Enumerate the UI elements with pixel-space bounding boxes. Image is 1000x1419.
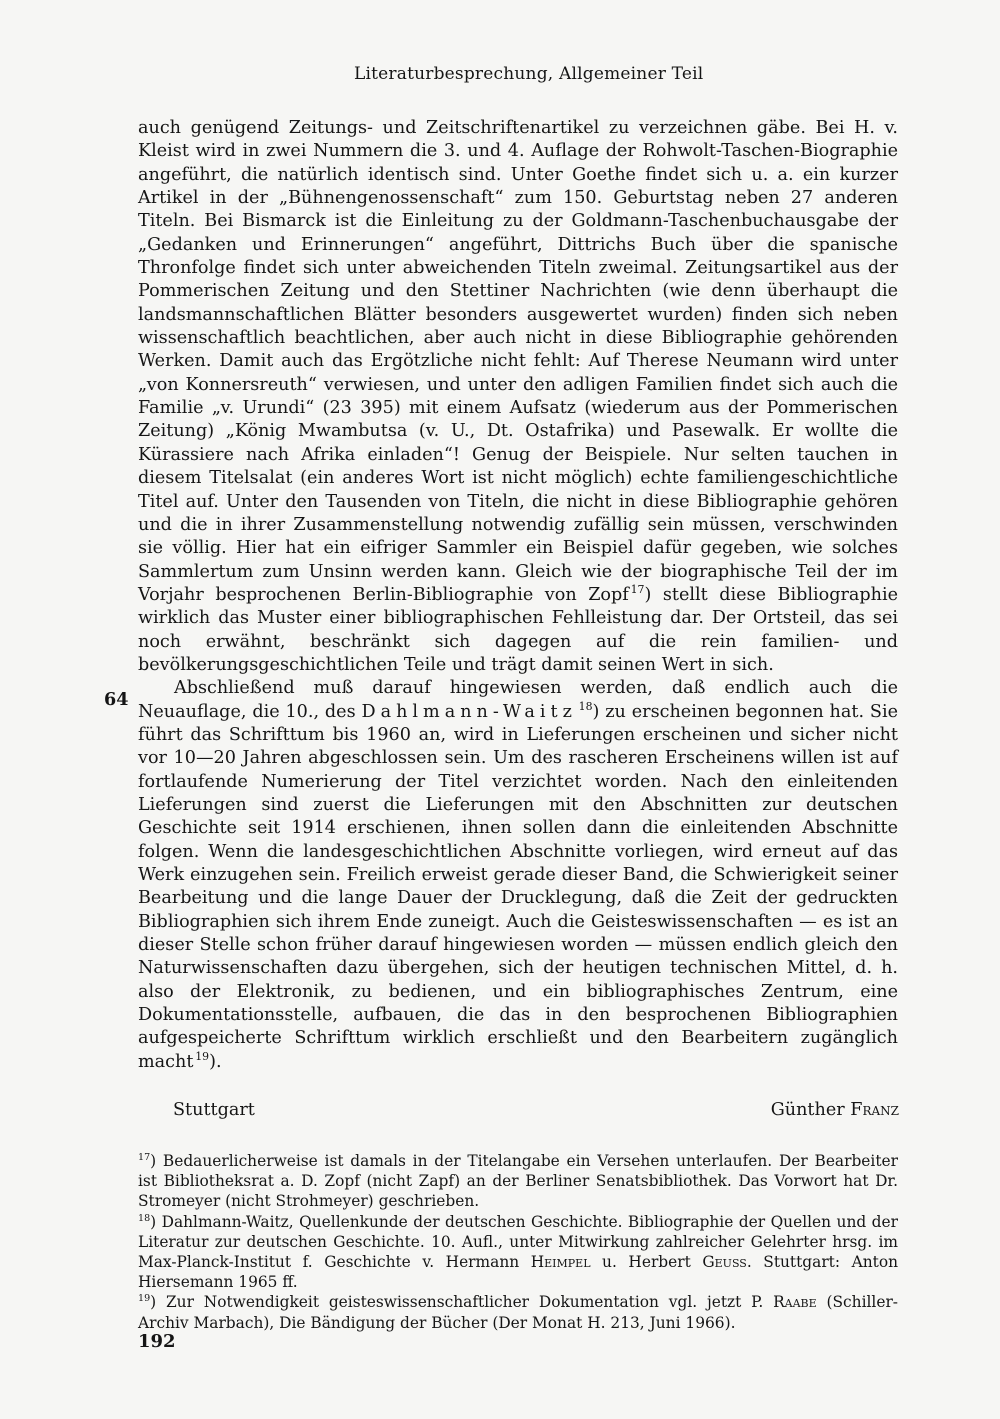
footnote-text: ) Zur Notwendigkeit geisteswissenschaftlicher Dokumentation vgl. jetzt P. (150, 1293, 774, 1312)
footnote-text: (Schiller-Archiv Marbach), Die Bändigung der Bücher (Der Monat H. 213, Juni 1966). (138, 1293, 898, 1332)
footnote-text: u. Herbert (590, 1253, 703, 1272)
footnote-ref-17[interactable]: 17 (630, 583, 645, 597)
footnote-ref-18[interactable]: 18 (578, 699, 593, 713)
footnote-text: . Stuttgart: Anton Hiersemann 1965 ff. (138, 1253, 898, 1292)
author-last-name: Franz (850, 1100, 899, 1120)
author-first-name: Günther (770, 1100, 851, 1120)
signature-author (771, 1098, 899, 1122)
footnote-text: ) Dahlmann-Waitz, Quellenkunde der deutschen Geschichte. Bibliographie der Quellen und der Literatur zur deutschen Geschichte. 10. Aufl., unter Mitwirkung zahlreicher Gelehrter hrsg. im Max-Planck-Institut f. Geschichte v. Hermann (138, 1212, 898, 1272)
footnote-ref-19[interactable]: 19 (195, 1049, 210, 1063)
signature-place: Stuttgart (173, 1100, 255, 1120)
page-number: 192 (138, 1331, 176, 1352)
paragraph-1-text: auch genügend Zeitungs- und Zeitschriftenartikel zu verzeichnen gäbe. Bei H. v. Kleist wird in zwei Nummern die 3. und 4. Auflage der Rohwolt-Taschen-Biographie angeführt, die natürlich identisch sind. Unter Goethe findet sich u. a. ein kurzer Artikel in der „Bühnengenossenschaft“ zum 150. Geburtstag neben 27 anderen Titeln. Bei Bismarck ist die Einleitung zu der Goldmann-Taschenbuchausgabe der „Gedanken und Erinnerungen“ angeführt, Dittrichs Buch über die spanische Thronfolge findet sich unter abweichenden Titeln zweimal. Zeitungsartikel aus der Pommerischen Zeitung und den Stettiner Nachrichten (wie denn überhaupt die landsmannschaftlichen Blätter besonders ausgewertet wurden) finden sich neben wissenschaftlich beachtlichen, aber auch nicht in diese Bibliographie gehörenden Werken. Damit auch das Ergötzliche nicht fehlt: Auf Therese Neumann wird unter „von Konnersreuth“ verwiesen, und unter den adligen Familien findet sich auch die Familie „v. Urundi“ (23 395) mit einem Aufsatz (wiederum aus der Pommerischen Zeitung) „König Mwambutsa (v. U., Dt. Ostafrika) und Pasewalk. Er wollte die Kürassiere nach Afrika einladen“! Genug der Beispiele. Nur selten tauchen in diesem Titelsalat (ein anderes Wort ist nicht möglich) echte familiengeschichtliche Titel auf. Unter den Tausenden von Titeln, die nicht in diese Bibliographie gehören und die in ihrer Zusammenstellung notwendig zufällig sein müssen, verschwinden sie völlig. Hier hat ein eifriger Sammler ein Beispiel dafür gegeben, wie solches Sammlertum zum Unsinn werden kann. Gleich wie der biographische Teil der im Vorjahr besprochenen Berlin-Bibliographie von Zopf (138, 118, 898, 605)
footnotes (138, 1151, 898, 1333)
paragraph-1 (138, 117, 898, 677)
spaced-name-dahlmann-waitz: Dahlmann-Waitz (361, 701, 577, 722)
small-caps-name: Geuss (702, 1253, 747, 1272)
footnote-17 (138, 1151, 898, 1212)
signature-line (173, 1098, 899, 1122)
footnote-number: 19 (138, 1293, 151, 1305)
footnote-number: 18 (138, 1212, 151, 1224)
footnote-number: 17 (138, 1151, 151, 1163)
paragraph-2-mid: ) zu erscheinen begonnen hat. Sie führt das Schrifttum bis 1960 an, wird in Lieferungen erscheinen und sicher nicht vor 10—20 Jahren abgeschlossen sein. Um des rascheren Erscheinens willen ist auf fortlaufende Numerierung der Titel verzichtet worden. Nach den einleitenden Lieferungen sind zuerst die Lieferungen mit den Abschnitten zur deutschen Geschichte seit 1914 erschienen, ihnen sollen dann die einleitenden Abschnitte folgen. Wenn die landesgeschichtlichen Abschnitte vorliegen, wird erneut auf das Werk einzugehen sein. Freilich erweist gerade dieser Band, die Schwierigkeit seiner Bearbeitung und die lange Dauer der Drucklegung, daß die Zeit der gedruckten Bibliographien sich ihrem Ende zuneigt. Auch die Geisteswissenschaften — es ist an dieser Stelle schon früher darauf hingewiesen worden — müssen endlich gleich den Naturwissenschaften dazu übergehen, sich der heutigen technischen Mittel, d. h. also der Elektronik, zu bedienen, und ein bibliographisches Zentrum, eine Dokumentationsstelle, aufbauen, die das in den besprochenen Bibliographien aufgespeicherte Schrifttum wirklich erschließt und den Bearbeitern zugänglich macht (138, 701, 898, 1072)
main-text (138, 117, 898, 1074)
footnote-19 (138, 1292, 898, 1332)
margin-number: 64 (104, 689, 129, 710)
paragraph-1-end: ) stellt diese Bibliographie wirklich das Muster einer bibliographischen Fehlleistung dar. Der Ortsteil, das sei noch erwähnt, beschränkt sich dagegen auf die rein familien- und bevölkerungsgeschichtlichen Teile und trägt damit seinen Wert in sich. (138, 584, 898, 675)
small-caps-name: Raabe (773, 1293, 817, 1312)
paragraph-2-text: Abschließend muß darauf hingewiesen werden, daß endlich auch die Neuauflage, die 10., des (138, 678, 898, 722)
running-head: Literaturbesprechung, Allgemeiner Teil (354, 64, 704, 84)
paragraph-2 (138, 677, 898, 1074)
footnote-text: ) Bedauerlicherweise ist damals in der Titelangabe ein Versehen unterlaufen. Der Bearbeiter ist Bibliotheksrat a. D. Zopf (nicht Zapf) an der Berliner Senatsbibliothek. Das Vorwort hat Dr. Stromeyer (nicht Strohmeyer) geschrieben. (138, 1152, 898, 1211)
paragraph-2-end: ). (209, 1051, 222, 1072)
small-caps-name: Heimpel (530, 1253, 591, 1272)
footnote-18 (138, 1212, 898, 1293)
